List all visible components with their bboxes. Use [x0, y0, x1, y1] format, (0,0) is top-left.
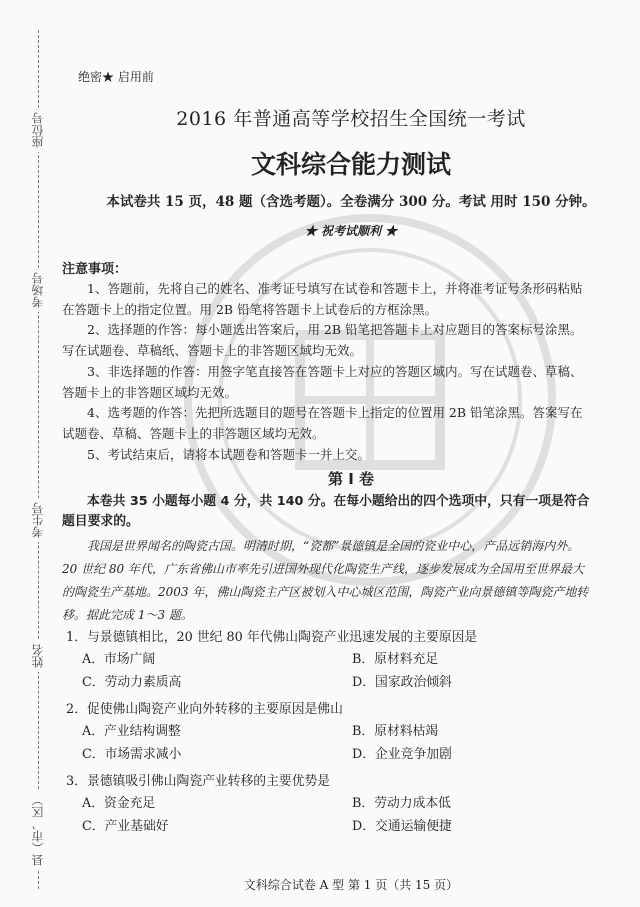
note-item: 5、考试结束后，请将本试题卷和答题卡一并上交。 — [87, 446, 370, 462]
question-3 — [62, 772, 602, 838]
option-b: B．原材料充足 — [352, 652, 439, 667]
notes-title: 注意事项： — [62, 262, 128, 277]
binding-label-room: 考场号 — [30, 268, 46, 312]
option-a: A．产业结构调整 — [82, 724, 181, 739]
option-c: C．市场需求减小 — [82, 747, 182, 762]
option-d: D．交通运输便捷 — [352, 819, 452, 834]
question-2 — [62, 700, 602, 766]
note-item: 1、答题前，先将自己的姓名、准考证号填写在试卷和答题卡上，并将准考证号条形码粘贴在答题卡上的指定位置。用 2B 铅笔将答题卡上试卷后的方框涂黑。 — [62, 281, 583, 317]
binding-margin — [0, 0, 58, 907]
question-stem: 3．景德镇吸引佛山陶瓷产业转移的主要优势是 — [66, 774, 331, 789]
binding-label-seat: 座位号 — [30, 108, 46, 152]
section-instruction: 本卷共 35 小题每小题 4 分，共 140 分。在每小题给出的四个选项中，只有一项是符合题目要求的。 — [62, 494, 590, 529]
exam-subject: 文科综合能力测试 — [250, 150, 451, 179]
note-item: 3、非选择题的作答：用签字笔直接答在答题卡上对应的答题区域内。写在试题卷、草稿、答题卡上的非答题区域均无效。 — [62, 363, 583, 400]
option-a: A．市场广阔 — [82, 652, 156, 667]
exam-summary: 本试卷共 15 页，48 题（含选考题）。全卷满分 300 分。考试 用时 150 分钟。 — [106, 194, 596, 210]
question-1 — [62, 628, 602, 694]
note-item: 4、选考题的作答：先把所选题目的题号在答题卡上指定的位置用 2B 铅笔涂黑。答案写在试题卷、草稿、答题卡上的非答题区域均无效。 — [62, 405, 583, 441]
binding-label-county: 县（市、区） — [30, 790, 46, 870]
question-stem: 1．与景德镇相比，20 世纪 80 年代佛山陶瓷产业迅速发展的主要原因是 — [66, 630, 478, 645]
option-b: B．劳动力成本低 — [352, 796, 451, 811]
binding-label-name: 姓名 — [30, 640, 46, 672]
notes-list — [62, 279, 592, 465]
option-d: D．企业竞争加剧 — [352, 747, 452, 762]
reading-passage: 我国是世界闻名的陶瓷古国。明清时期，“瓷都”景德镇是全国的瓷业中心，产品远销海内外。20 世纪 80 年代，广东省佛山市率先引进国外现代化陶瓷生产线，逐步发展成为全国用至世界最大的陶瓷生产基地。2003 年，佛山陶瓷主产区被划入中心城区范围，陶瓷产业向景德镇等陶瓷产地转移。据此完成 1～3 题。 — [62, 539, 589, 622]
page-footer: 文科综合试卷 A 型 第 1 页（共 15 页） — [243, 878, 459, 892]
option-c: C．劳动力素质高 — [82, 675, 182, 690]
exam-title: 2016 年普通高等学校招生全国统一考试 — [176, 108, 526, 130]
question-stem: 2．促使佛山陶瓷产业向外转移的主要原因是佛山 — [66, 702, 343, 717]
option-b: B．原材料枯竭 — [352, 724, 439, 739]
good-luck-line: ★ 祝考试顺利 ★ — [304, 224, 398, 238]
binding-label-candidate: 考生号 — [30, 498, 46, 542]
option-c: C．产业基础好 — [82, 819, 169, 834]
option-d: D．国家政治倾斜 — [352, 675, 452, 690]
section-title: 第 I 卷 — [327, 470, 375, 488]
binding-dashed-line — [38, 30, 39, 889]
note-item: 2、选择题的作答：每小题选出答案后，用 2B 铅笔把答题卡上对应题目的答案标号涂黑。写在试题卷、草稿纸、答题卡上的非答题区域均无效。 — [62, 322, 583, 359]
confidential-mark: 绝密★ 启用前 — [78, 70, 154, 84]
option-a: A．资金充足 — [82, 796, 156, 811]
